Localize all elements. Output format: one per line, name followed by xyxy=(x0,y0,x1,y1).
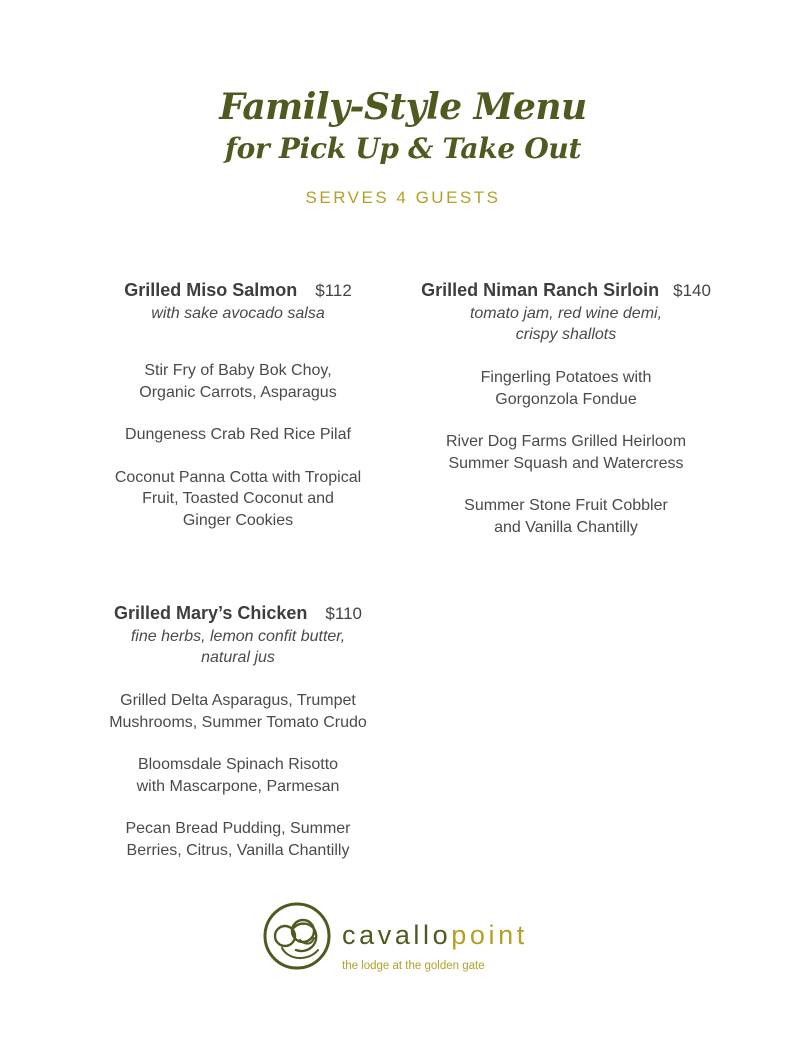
brand-name xyxy=(342,920,528,951)
dish-list xyxy=(88,360,388,531)
menu-item-description xyxy=(414,303,718,345)
dessert-dish xyxy=(414,495,718,538)
menu-title: Family-Style Menu xyxy=(219,86,587,128)
dish-line: Fruit, Toasted Coconut and xyxy=(142,490,334,507)
dish-line: Gorgonzola Fondue xyxy=(495,390,637,408)
dish-line: Fingerling Potatoes with xyxy=(480,369,652,386)
description-line: crispy shallots xyxy=(515,326,617,343)
dish-line: with Mascarpone, Parmesan xyxy=(136,777,340,795)
dish-line: Grilled Delta Asparagus, Trumpet xyxy=(120,692,356,709)
side-dish xyxy=(88,754,388,797)
menu-item-description xyxy=(88,303,388,324)
brand-name-part2: point xyxy=(451,920,528,950)
brand-name-part1: cavallo xyxy=(342,920,452,950)
cavallo-point-emblem-icon xyxy=(262,900,334,972)
menu-item-description xyxy=(88,626,388,668)
menu-item-price: $140 xyxy=(673,281,711,300)
side-dish xyxy=(88,360,388,403)
menu-subtitle: for Pick Up & Take Out xyxy=(224,132,582,165)
dish-line: Summer Squash and Watercress xyxy=(448,454,684,472)
description-line: fine herbs, lemon confit butter, xyxy=(130,628,346,645)
dish-list xyxy=(414,367,718,538)
menu-heading xyxy=(414,278,718,303)
dish-line: Organic Carrots, Asparagus xyxy=(139,383,337,401)
side-dish xyxy=(414,431,718,474)
dish-list xyxy=(88,690,388,861)
description-line: natural jus xyxy=(201,649,275,666)
side-dish xyxy=(88,424,388,446)
menu-item-name: Grilled Mary’s Chicken xyxy=(114,603,308,623)
side-dish xyxy=(414,367,718,410)
dish-line: Berries, Citrus, Vanilla Chantilly xyxy=(126,841,350,859)
dish-line: Coconut Panna Cotta with Tropical xyxy=(114,468,362,486)
dish-line: Mushrooms, Summer Tomato Crudo xyxy=(109,713,367,731)
menu-chicken xyxy=(88,601,388,882)
description-line: with sake avocado salsa xyxy=(151,305,325,322)
brand-tagline: the lodge at the golden gate xyxy=(342,960,485,972)
dish-line: Summer Stone Fruit Cobbler xyxy=(464,497,668,514)
menu-salmon xyxy=(88,278,388,552)
menu-heading xyxy=(88,278,388,303)
menu-item-price: $112 xyxy=(315,281,352,300)
menu-item-name: Grilled Niman Ranch Sirloin xyxy=(421,280,660,300)
menu-item-price: $110 xyxy=(325,604,362,623)
dish-line: and Vanilla Chantilly xyxy=(494,518,638,536)
dish-line: Pecan Bread Pudding, Summer xyxy=(125,820,351,837)
menu-item-name: Grilled Miso Salmon xyxy=(124,280,298,300)
dish-line: Bloomsdale Spinach Risotto xyxy=(137,756,339,773)
serves-note: SERVES 4 GUESTS xyxy=(305,188,501,207)
description-line: tomato jam, red wine demi, xyxy=(469,305,663,322)
cavallo-point-logo xyxy=(262,900,552,980)
dessert-dish xyxy=(88,467,388,532)
dish-line: River Dog Farms Grilled Heirloom xyxy=(445,433,687,450)
dish-line: Dungeness Crab Red Rice Pilaf xyxy=(125,426,351,443)
dessert-dish xyxy=(88,818,388,861)
dish-line: Stir Fry of Baby Bok Choy, xyxy=(144,362,332,379)
dish-line: Ginger Cookies xyxy=(182,511,294,529)
menu-heading xyxy=(88,601,388,626)
side-dish xyxy=(88,690,388,733)
menu-sirloin xyxy=(414,278,718,559)
